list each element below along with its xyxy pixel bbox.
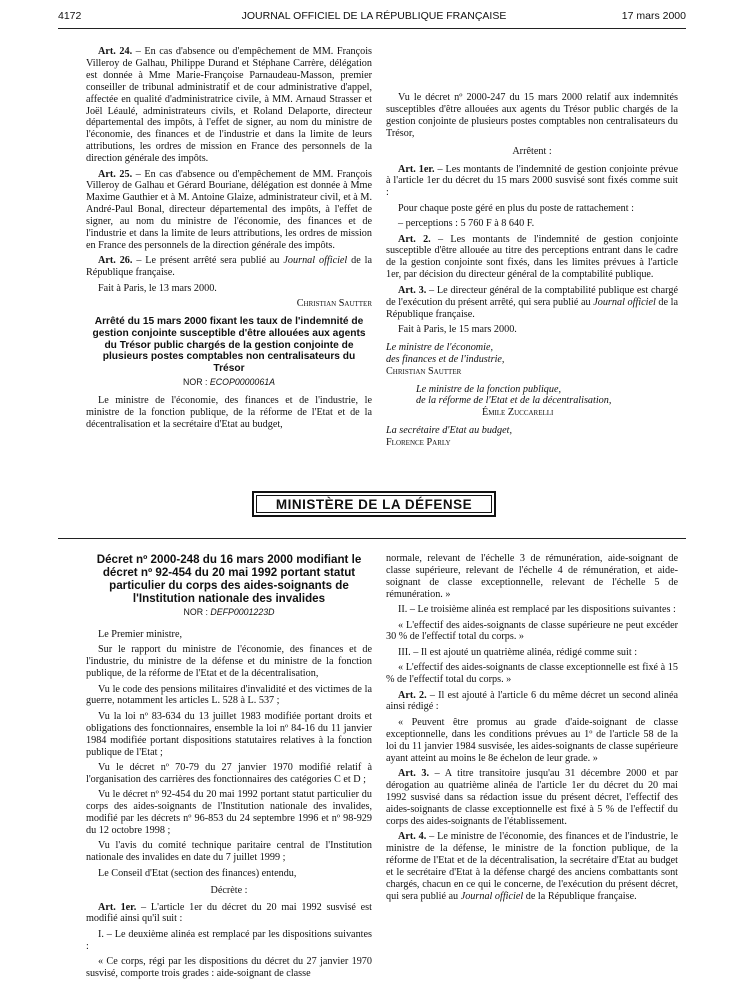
journal-officiel-ref: Journal officiel <box>460 890 524 902</box>
signature-sautter: Christian Sautter <box>296 298 372 310</box>
article-24 <box>86 46 372 165</box>
page-header <box>0 0 748 24</box>
fait-a-paris: Fait à Paris, le 15 mars 2000. <box>398 323 517 335</box>
vu-decret-92-454: Vu le décret nº 92-454 du 20 mai 1992 portant statut particulier du corps des aides-soignants de l'Institution nationale des invalides, modifié par les décrets nº 96-853 du 24 septembre 1996 et nº 98-929 du 12 octobre 1998 ; <box>86 789 372 836</box>
quote-2: « L'effectif des aides-soignants de classe supérieure ne peut excéder 30 % de l'effectif total du corps. » <box>386 619 678 643</box>
article-label: Art. 25. <box>98 168 133 180</box>
quote-3: « L'effectif des aides-soignants de classe exceptionnelle est fixé à 15 % de l'effectif total du corps. » <box>386 662 678 686</box>
article-text: de la République française. <box>386 296 679 320</box>
signature-block-1 <box>386 342 678 378</box>
conseil-etat: Le Conseil d'Etat (section des finances) entendu, <box>98 867 297 879</box>
signatory-name: Florence Parly <box>386 437 451 449</box>
article-text: – L'article 1er du décret du 20 mai 1992 susvisé est modifié ainsi qu'il suit : <box>86 901 372 925</box>
article-label: Art. 1er. <box>398 163 435 175</box>
bottom-right-column <box>386 553 678 906</box>
perceptions-text: – perceptions : 5 760 F à 8 640 F. <box>398 218 535 230</box>
article-label: Art. 3. <box>398 768 430 779</box>
nor-reference <box>86 377 372 389</box>
signature-block-2 <box>386 384 678 420</box>
nor-code: ECOP0000061A <box>209 377 275 388</box>
premier-ministre: Le Premier ministre, <box>98 628 183 640</box>
article-text: – Le présent arrêté sera publié au <box>132 255 284 267</box>
article-2 <box>386 234 678 282</box>
point-i: I. – Le deuxième alinéa est remplacé par les dispositions suivantes : <box>86 928 372 952</box>
article-1 <box>386 164 678 200</box>
nor-reference <box>86 607 372 619</box>
point-ii: II. – Le troisième alinéa est remplacé par les dispositions suivantes : <box>398 604 676 616</box>
signatory-name: Émile Zuccarelli <box>482 407 554 419</box>
article-text: – Il est ajouté à l'article 6 du même décret un second alinéa ainsi rédigé : <box>386 689 678 713</box>
article-text: de la République française. <box>86 255 373 279</box>
article-label: Art. 1er. <box>98 901 137 913</box>
article-3 <box>386 285 678 321</box>
journal-officiel-ref: Journal officiel <box>593 296 656 308</box>
signatory-title: Le ministre de la fonction publique, <box>416 383 562 395</box>
article-label: Art. 2. <box>398 233 431 245</box>
article-label: Art. 2. <box>398 689 427 701</box>
article-text: – A titre transitoire jusqu'au 31 décembre 2000 et par dérogation au quatrième alinéa de l'article 1er du décret du 20 mai 1992 susvisé dans sa rédaction issue du présent décret, l'effectif des aides-soignants de classe exceptionnelle est fixé à 5 % de l'effectif du corps des aides-soignants de l'établissement. <box>386 768 678 827</box>
signatory-title: des finances et de l'industrie, <box>386 353 505 365</box>
article-label: Art. 26. <box>98 255 133 267</box>
vu-decret: Vu le décret nº 2000-247 du 15 mars 2000 relatif aux indemnités susceptibles d'être allouées aux agents du Trésor public chargés de la gestion conjointe de plusieurs postes comptables non centralisateurs du Trésor, <box>386 92 678 139</box>
bottom-left-column <box>86 553 372 983</box>
article-text: – En cas d'absence ou d'empêchement de MM. François Villeroy de Galhau et Gérard Bouriane, délégation est donnée à Mme Maxime Gauthier et à M. Antoine Glaize, administrateur civil, et à M. André-Paul Bonal, directeur départemental des impôts, à l'effet de signer, au nom du ministre de l'économie, des finances et de l'industrie et dans la limite de leurs attributions, les ordres de mission en France des personnels de la direction générale des impôts. <box>86 168 372 251</box>
arrete-title: Arrêté du 15 mars 2000 fixant les taux de l'indemnité de gestion conjointe susceptible d'être allouées aux agents du Trésor public chargés de la gestion conjointe de plusieurs postes comptables non centralisateurs du Trésor <box>92 316 366 375</box>
ministry-banner <box>252 491 496 517</box>
article-text: – Les montants de l'indemnité de gestion conjointe susceptible d'être allouée au titre des perceptions entrant dans le cadre de la gestion conjointe sont fixés, dans les limites prévues à l'article 1er, par décision du directeur général de la comptabilité publique. <box>386 233 678 281</box>
poste-text: Pour chaque poste géré en plus du poste de rattachement : <box>398 202 634 214</box>
article-1 <box>86 902 372 926</box>
signatory-title: de la réforme de l'Etat et de la décentralisation, <box>416 395 612 407</box>
nor-label: NOR : <box>183 607 211 617</box>
article-2 <box>386 690 678 714</box>
article-label: Art. 24. <box>98 46 133 57</box>
article-text: – Le ministre de l'économie, des finances et de l'industrie, le ministre de la défense, le ministre de la fonction publique, de la réforme de l'Etat et de la décentralisation, la secrétaire d'Etat au budget et le secrétaire d'Etat à la défense chargé des anciens combattants sont chargés, chacun en ce qui le concerne, de l'exécution du présent décret, qui sera publié au <box>386 831 678 902</box>
article-text: – Le directeur général de la comptabilité publique est chargé de l'exécution du présent arrêté, qui sera publié au <box>386 284 678 308</box>
vu-code: Vu le code des pensions militaires d'invalidité et des victimes de la guerre, notamment les articles L. 528 à L. 537 ; <box>86 683 372 707</box>
top-left-column <box>86 46 372 434</box>
article-text: – Les montants de l'indemnité de gestion conjointe prévue à l'article 1er du décret du 15 mars 2000 susvisé sont fixés comme suit : <box>386 163 678 199</box>
quote-1: « Ce corps, régi par les dispositions du décret du 27 janvier 1970 susvisé, comporte trois grades : aide-soignant de classe <box>86 956 372 980</box>
journal-title: JOURNAL OFFICIEL DE LA RÉPUBLIQUE FRANÇAISE <box>241 10 507 22</box>
section-rule <box>58 538 686 539</box>
nor-label: NOR : <box>183 377 210 388</box>
decrete: Décrète : <box>210 884 248 896</box>
nor-code: DEFP0001223D <box>210 607 275 617</box>
rapport: Sur le rapport du ministre de l'économie, des finances et de l'industrie, du ministre de la défense et du ministre de la fonction publique, de la réforme de l'Etat et de la décentralisation, <box>86 644 372 680</box>
quote-4: « Peuvent être promus au grade d'aide-soignant de classe exceptionnelle, dans les conditions prévues au 1º de l'article 58 de la loi du 11 janvier 1984 susvisée, les aides-soignants de classe supérieure ayant atteint au moins le 8e échelon de leur grade. » <box>386 716 678 764</box>
signatory-title: La secrétaire d'Etat au budget, <box>386 425 513 437</box>
article-26 <box>86 255 372 279</box>
arrete-intro: Le ministre de l'économie, des finances et de l'industrie, le ministre de la fonction publique, de la réforme de l'Etat et de la décentralisation et la secrétaire d'Etat au budget, <box>86 394 372 430</box>
quote-1-continued: normale, relevant de l'échelle 3 de rémunération, aide-soignant de classe supérieure, relevant de l'échelle 4 de rémunération, et aide-soignant de classe exceptionnelle, relevant de l'échelle 5 de rémunération. » <box>386 553 678 600</box>
top-right-column <box>386 92 678 451</box>
page-number: 4172 <box>58 10 82 22</box>
vu-avis: Vu l'avis du comité technique paritaire central de l'Institution nationale des invalides en date du 7 juillet 1999 ; <box>86 840 372 864</box>
ministry-title: MINISTÈRE DE LA DÉFENSE <box>275 497 473 512</box>
arretent: Arrêtent : <box>512 145 552 157</box>
vu-decret-70-79: Vu le décret nº 70-79 du 27 janvier 1970 modifié relatif à l'organisation des carrières des fonctionnaires des catégories C et D ; <box>86 761 372 785</box>
signature-block-3 <box>386 425 678 449</box>
vu-loi: Vu la loi nº 83-634 du 13 juillet 1983 modifiée portant droits et obligations des fonctionnaires, ensemble la loi nº 84-16 du 11 janvier 1984 modifiée portant dispositions statutaires relatives à la fonction publique de l'Etat ; <box>86 710 372 758</box>
article-text: – En cas d'absence ou d'empêchement de MM. François Villeroy de Galhau, Philippe Durand et Stéphane Carrère, délégation est donnée à Mme Marie-Françoise Parnaudeau-Masson, premier conseiller de tribunal administratif et de cour administrative d'appel, affectée en qualité d'administratrice civile, à MM. Arnaud Strasser et Joël Léaulé, administrateurs civils, et Roland Delaporte, directeur départemental des impôts, à l'effet de signer, au nom du ministre de l'économie, des finances et de l'industrie et dans la limite de leurs attributions, les ordres de mission en France des personnels de la direction générale des impôts. <box>86 46 372 165</box>
article-label: Art. 3. <box>398 284 427 296</box>
decret-title: Décret nº 2000-248 du 16 mars 2000 modifiant le décret nº 92-454 du 20 mai 1992 portant statut particulier du corps des aides-soignants de l'Institution nationale des invalides <box>96 553 362 605</box>
article-3 <box>386 768 678 828</box>
article-4 <box>386 831 678 902</box>
point-iii: III. – Il est ajouté un quatrième alinéa, rédigé comme suit : <box>398 646 638 658</box>
signatory-name: Christian Sautter <box>386 365 462 377</box>
journal-officiel-ref: Journal officiel <box>283 255 348 267</box>
header-rule <box>58 28 686 29</box>
article-label: Art. 4. <box>398 831 427 843</box>
signatory-title: Le ministre de l'économie, <box>386 341 494 353</box>
fait-a-paris: Fait à Paris, le 13 mars 2000. <box>98 282 217 294</box>
article-text: de la République française. <box>523 890 637 902</box>
issue-date: 17 mars 2000 <box>621 10 686 22</box>
article-25 <box>86 169 372 252</box>
